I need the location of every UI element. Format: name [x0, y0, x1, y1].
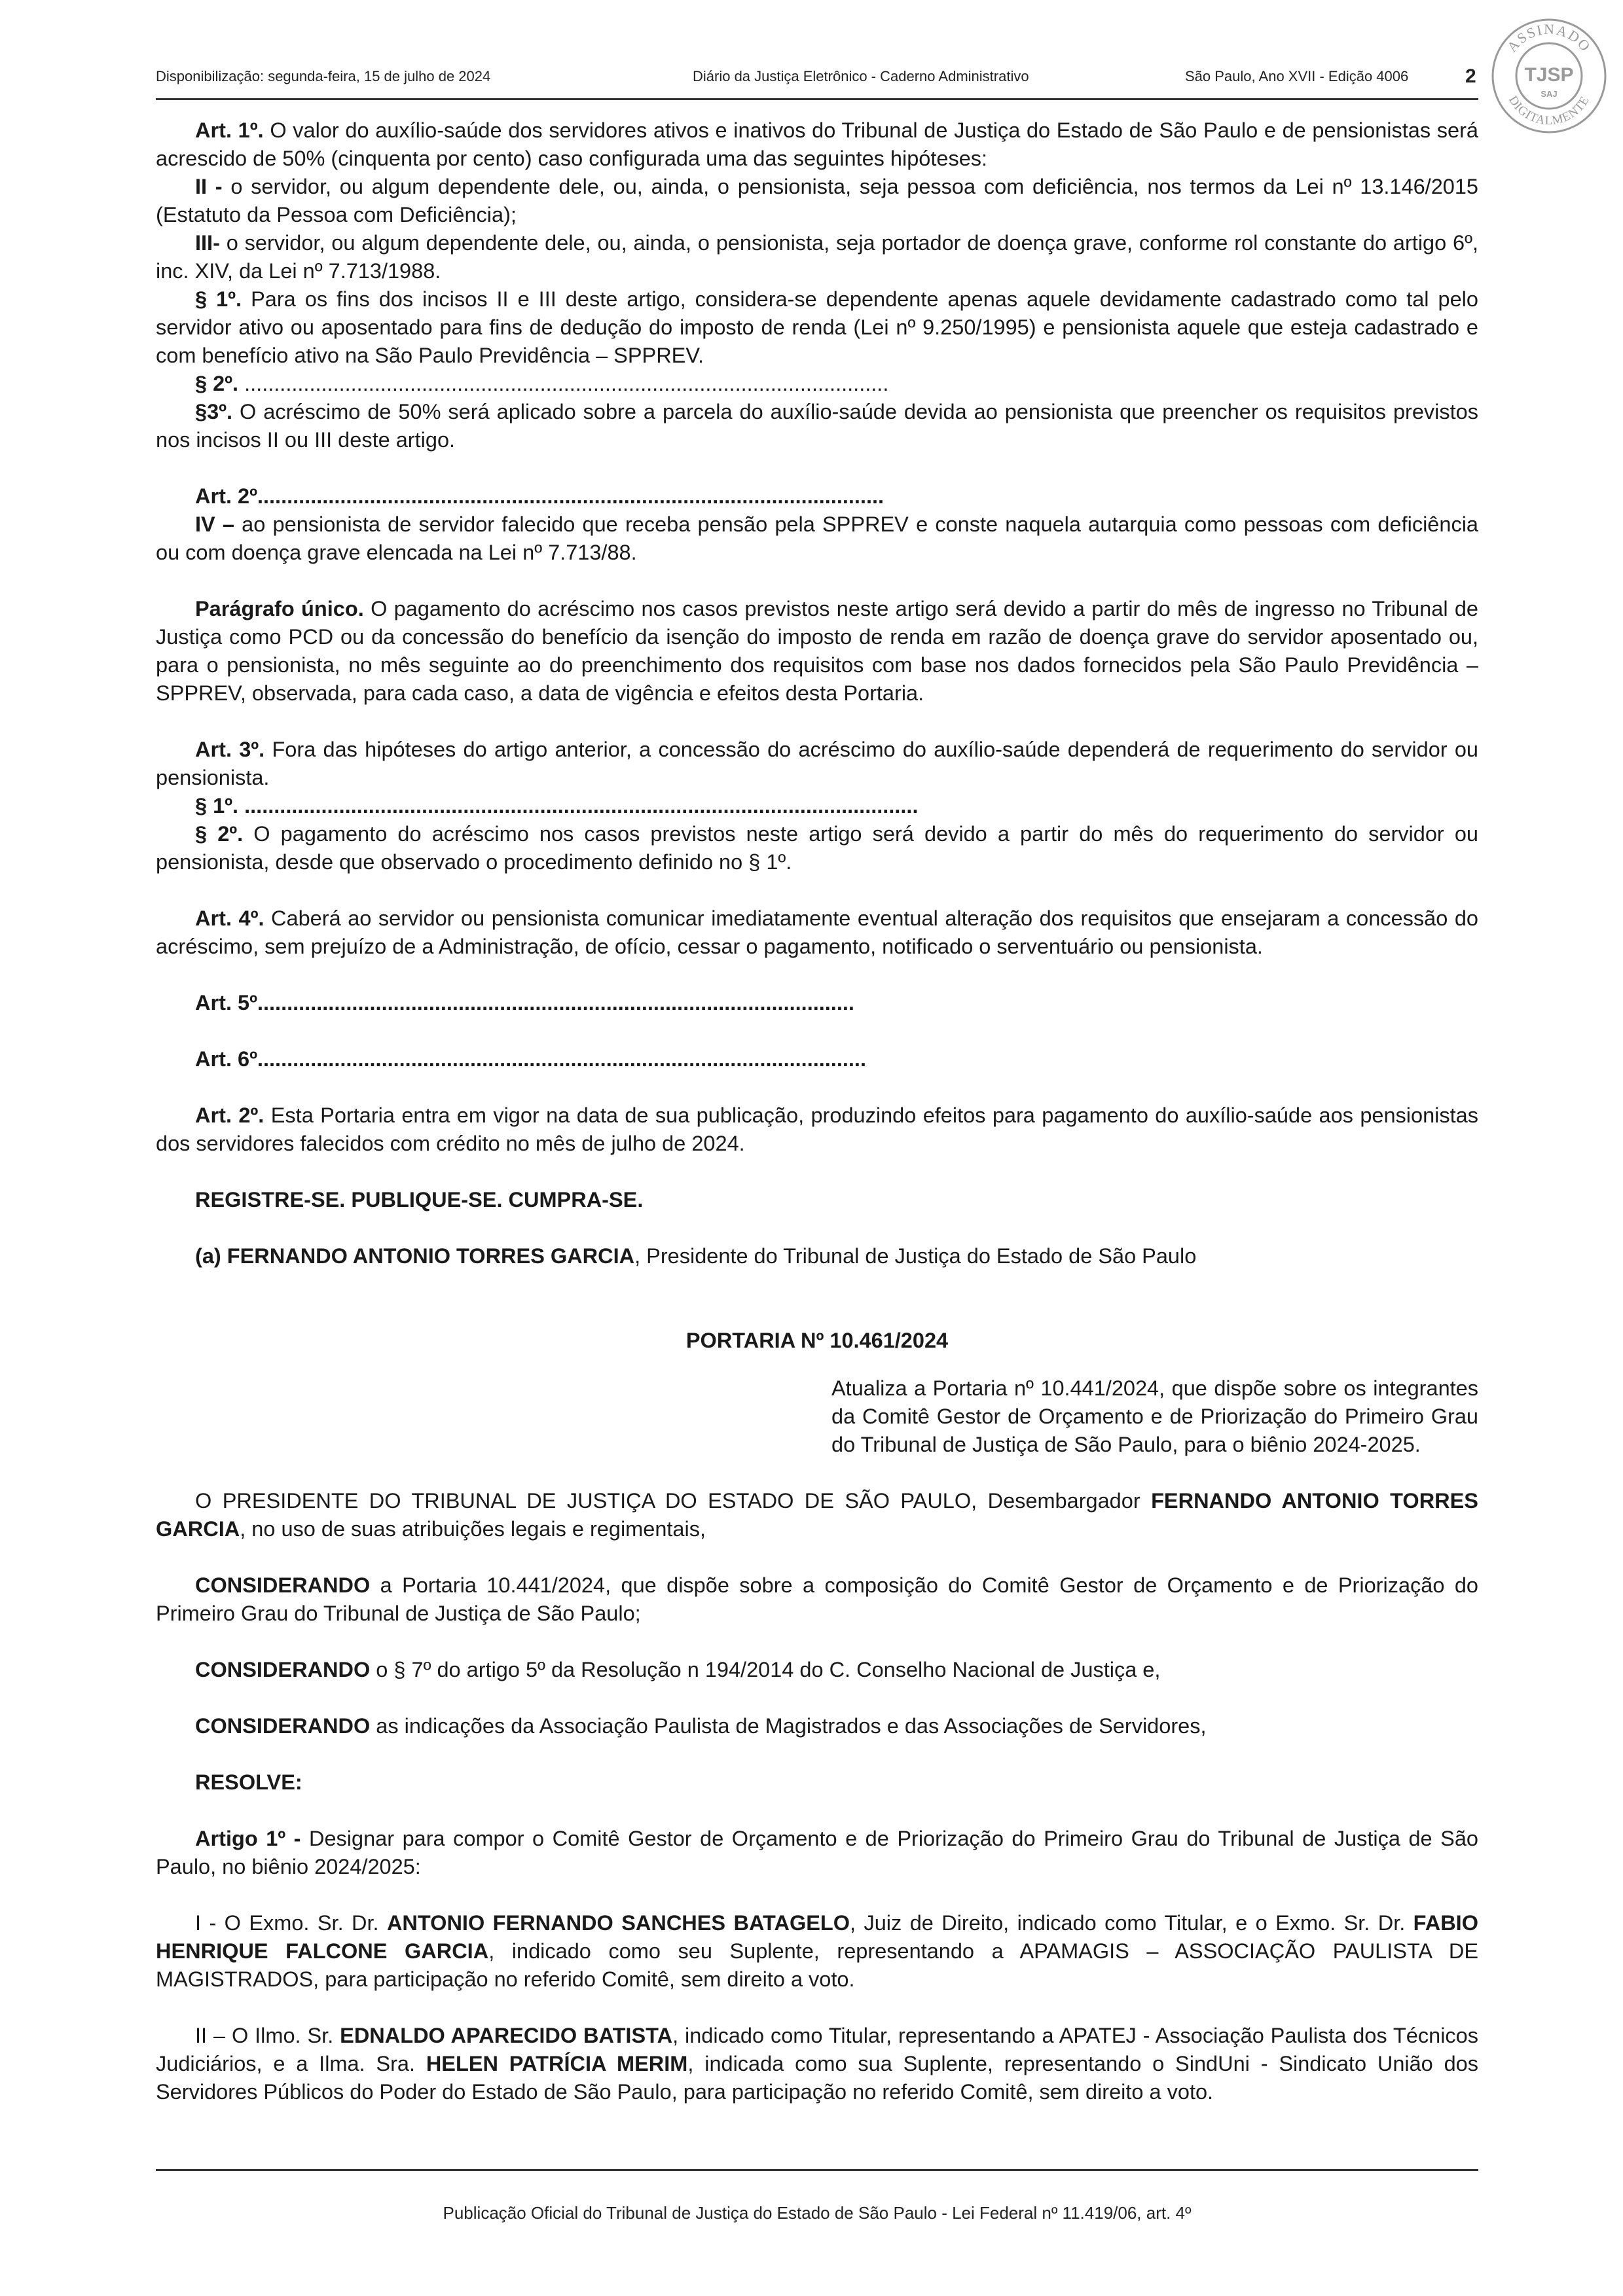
considerando-label: CONSIDERANDO — [195, 1658, 371, 1681]
artigo1-text: Designar para compor o Comitê Gestor de Orçamento e de Priorização do Primeiro Grau do Tribunal de Justiça de São Paulo, no biênio 2024/2025: — [156, 1827, 1478, 1878]
item-ii-a: II – O Ilmo. Sr. — [195, 2024, 340, 2047]
header-publication: Diário da Justiça Eletrônico - Caderno Administrativo — [693, 68, 1029, 84]
art3-paragraph-2 — [156, 820, 1478, 876]
portaria-ementa: Atualiza a Portaria nº 10.441/2024, que dispõe sobre os integrantes da Comitê Gestor de Orçamento e de Priorização do Primeiro Grau do Tribunal de Justiça de São Paulo, para o biênio 2024-2025. — [831, 1376, 1478, 1456]
art1-text: O valor do auxílio-saúde dos servidores ativos e inativos do Tribunal de Justiça do Estado de São Paulo e de pensionistas será acrescido de 50% (cinquenta por cento) caso configurada uma das seguintes hipóteses: — [156, 118, 1478, 170]
document-body — [156, 117, 1478, 2106]
item-ii-suplente: HELEN PATRÍCIA MERIM — [426, 2052, 688, 2075]
svg-text:ASSINADO — [1504, 21, 1595, 55]
inciso-iii-text: o servidor, ou algum dependente dele, ou, ainda, o pensionista, seja portador de doença grave, conforme rol constante do artigo 6º, inc. XIV, da Lei nº 7.713/1988. — [156, 231, 1478, 283]
footer-rule — [156, 2169, 1478, 2171]
paragraph-1-text: Para os fins dos incisos II e III deste artigo, considera-se dependente apenas aquele devidamente cadastrado como tal pelo servidor ativo ou aposentado para fins de dedução do imposto de renda (Lei nº 9.250/1995) e pensionista aquele que esteja cadastrado e com benefício ativo na São Paulo Previdência – SPPREV. — [156, 287, 1478, 367]
paragraph-3-text: O acréscimo de 50% será aplicado sobre a parcela do auxílio-saúde devida ao pensionista que preencher os requisitos previstos nos incisos II ou III deste artigo. — [156, 400, 1478, 452]
item-ii — [156, 2022, 1478, 2106]
artigo1-label: Artigo 1º - — [195, 1827, 301, 1850]
header-edition: São Paulo, Ano XVII - Edição 4006 — [1185, 68, 1409, 84]
item-i-c: , indicado como seu Suplente, representando a APAMAGIS – ASSOCIAÇÃO PAULISTA DE MAGISTRADOS, para participação no referido Comitê, sem direito a voto. — [156, 1939, 1478, 1991]
presidente-tail: , no uso de suas atribuições legais e regimentais, — [240, 1517, 706, 1541]
considerando-1-text: a Portaria 10.441/2024, que dispõe sobre a composição do Comitê Gestor de Orçamento e de Priorização do Primeiro Grau do Tribunal de Justiça de São Paulo; — [156, 1573, 1478, 1625]
vigencia-paragraph — [156, 1102, 1478, 1158]
inciso-iii — [156, 229, 1478, 285]
presidente-text: O PRESIDENTE DO TRIBUNAL DE JUSTIÇA DO ESTADO DE SÃO PAULO, Desembargador — [195, 1489, 1152, 1513]
resolve-text: RESOLVE: — [195, 1770, 302, 1794]
art4-paragraph — [156, 905, 1478, 961]
seal-top-text: ASSINADO — [1503, 20, 1595, 56]
considerando-2-text: o § 7º do artigo 5º da Resolução n 194/2014 do C. Conselho Nacional de Justiça e, — [370, 1658, 1161, 1681]
presidente-name: FERNANDO ANTONIO TORRES GARCIA — [156, 1489, 1478, 1541]
portaria-title: PORTARIA Nº 10.461/2024 — [685, 1329, 949, 1352]
art3-paragraph-1-label: § 1º. .................................................................................................................. — [195, 794, 919, 817]
item-ii-titular: EDNALDO APARECIDO BATISTA — [340, 2024, 673, 2047]
inciso-ii-text: o servidor, ou algum dependente dele, ou, ainda, o pensionista, seja pessoa com deficiência, nos termos da Lei nº 13.146/2015 (Estatuto da Pessoa com Deficiência); — [156, 175, 1478, 226]
registre-line — [156, 1186, 1478, 1214]
paragrafo-unico-text: O pagamento do acréscimo nos casos previstos neste artigo será devido a partir do mês de ingresso no Tribunal de Justiça como PCD ou da concessão do benefício da isenção do imposto de renda em razão de doença grave do servidor aposentado ou, para o pensionista, no mês seguinte ao do preenchimento dos requisitos com base nos dados fornecidos pela São Paulo Previdência – SPPREV, observada, para cada caso, a data de vigência e efeitos desta Portaria. — [156, 597, 1479, 705]
vigencia-text: Esta Portaria entra em vigor na data de sua publicação, produzindo efeitos para pagamento do auxílio-saúde aos pensionistas dos servidores falecidos com crédito no mês de julho de 2024. — [156, 1103, 1478, 1155]
inciso-iv-text: ao pensionista de servidor falecido que receba pensão pela SPPREV e conste naquela autarquia como pessoas com deficiência ou com doença grave elencada na Lei nº 7.713/88. — [156, 512, 1478, 564]
art2-label: Art. 2º.......................................................................................................... — [195, 484, 884, 508]
paragraph-2-label: § 2º. — [195, 372, 239, 395]
inciso-iv-label: IV – — [195, 512, 234, 536]
seal-bottom-text: DIGITALMENTE — [1505, 93, 1592, 128]
artigo1-paragraph — [156, 1825, 1478, 1881]
paragraph-3 — [156, 398, 1478, 454]
inciso-ii — [156, 173, 1478, 229]
paragrafo-unico-label: Parágrafo único. — [195, 597, 364, 620]
considerando-3-text: as indicações da Associação Paulista de Magistrados e das Associações de Servidores, — [370, 1714, 1207, 1738]
presidente-paragraph — [156, 1487, 1478, 1543]
paragraph-1-label: § 1º. — [195, 287, 242, 311]
inciso-iv — [156, 511, 1478, 567]
item-ii-b: , indicado como Titular, representando a APATEJ - Associação Paulista dos Técnicos Judiciários, e a Ilma. Sra. — [156, 2024, 1478, 2075]
item-i-a: I - O Exmo. Sr. Dr. — [195, 1911, 387, 1935]
considerando-2 — [156, 1656, 1478, 1684]
art3-paragraph-1 — [156, 792, 1478, 820]
registre-text: REGISTRE-SE. PUBLIQUE-SE. CUMPRA-SE. — [195, 1188, 644, 1211]
page-footer: Publicação Oficial do Tribunal de Justiça do Estado de São Paulo - Lei Federal nº 11.419/06, art. 4º — [443, 2203, 1192, 2223]
item-i-suplente: FABIO HENRIQUE FALCONE GARCIA — [156, 1911, 1478, 1963]
item-ii-c: , indicada como sua Suplente, representando o SindUni - Sindicato União dos Servidores Públicos do Poder do Estado de São Paulo, para participação no referido Comitê, sem direito a voto. — [156, 2052, 1478, 2104]
considerando-label: CONSIDERANDO — [195, 1573, 371, 1597]
seal-sub-text: SAJ — [1541, 89, 1558, 99]
art4-text: Caberá ao servidor ou pensionista comunicar imediatamente eventual alteração dos requisitos que ensejaram a concessão do acréscimo, sem prejuízo de a Administração, de ofício, cessar o pagamento, notificado o serventuário ou pensionista. — [156, 906, 1478, 958]
art1-paragraph — [156, 117, 1478, 173]
paragraph-2-text: ............................................................................................................. — [238, 372, 889, 395]
seal-center-text: TJSP — [1524, 64, 1574, 86]
art6-paragraph — [156, 1045, 1478, 1073]
signature-role: , Presidente do Tribunal de Justiça do Estado de São Paulo — [634, 1244, 1197, 1268]
inciso-ii-label: II - — [195, 175, 223, 198]
header-date: Disponibilização: segunda-feira, 15 de julho de 2024 — [156, 68, 491, 84]
art5-paragraph — [156, 989, 1478, 1017]
art5-label: Art. 5º..................................................................................................... — [195, 991, 854, 1014]
header-rule — [156, 98, 1478, 100]
paragraph-2 — [156, 370, 1478, 398]
considerando-1 — [156, 1571, 1478, 1628]
vigencia-label: Art. 2º. — [195, 1103, 264, 1127]
item-i-titular: ANTONIO FERNANDO SANCHES BATAGELO — [386, 1911, 850, 1935]
art4-label: Art. 4º. — [195, 906, 264, 930]
page-number: 2 — [1465, 65, 1476, 87]
art3-paragraph-2-text: O pagamento do acréscimo nos casos previstos neste artigo será devido a partir do mês do requerimento do servidor ou pensionista, desde que observado o procedimento definido no § 1º. — [156, 822, 1478, 874]
tjsp-seal-icon — [1490, 17, 1608, 135]
signature-line — [156, 1242, 1478, 1270]
inciso-iii-label: III- — [195, 231, 220, 255]
art6-label: Art. 6º....................................................................................................... — [195, 1047, 866, 1071]
item-i — [156, 1909, 1478, 1994]
art2-paragraph — [156, 482, 1478, 511]
paragrafo-unico — [156, 595, 1478, 708]
considerando-label: CONSIDERANDO — [195, 1714, 371, 1738]
art3-label: Art. 3º. — [195, 738, 265, 761]
resolve-line — [156, 1768, 1478, 1797]
page-header — [156, 65, 1478, 94]
paragraph-3-label: §3º. — [195, 400, 233, 423]
item-i-b: , Juiz de Direito, indicado como Titular, e o Exmo. Sr. Dr. — [850, 1911, 1413, 1935]
art1-label: Art. 1º. — [195, 118, 264, 142]
art3-paragraph-2-label: § 2º. — [195, 822, 244, 846]
art3-text: Fora das hipóteses do artigo anterior, a concessão do acréscimo do auxílio-saúde dependerá de requerimento do servidor ou pensionista. — [156, 738, 1479, 789]
considerando-3 — [156, 1712, 1478, 1740]
signature-name: (a) FERNANDO ANTONIO TORRES GARCIA — [195, 1244, 635, 1268]
paragraph-1 — [156, 285, 1478, 370]
art3-paragraph — [156, 736, 1478, 792]
